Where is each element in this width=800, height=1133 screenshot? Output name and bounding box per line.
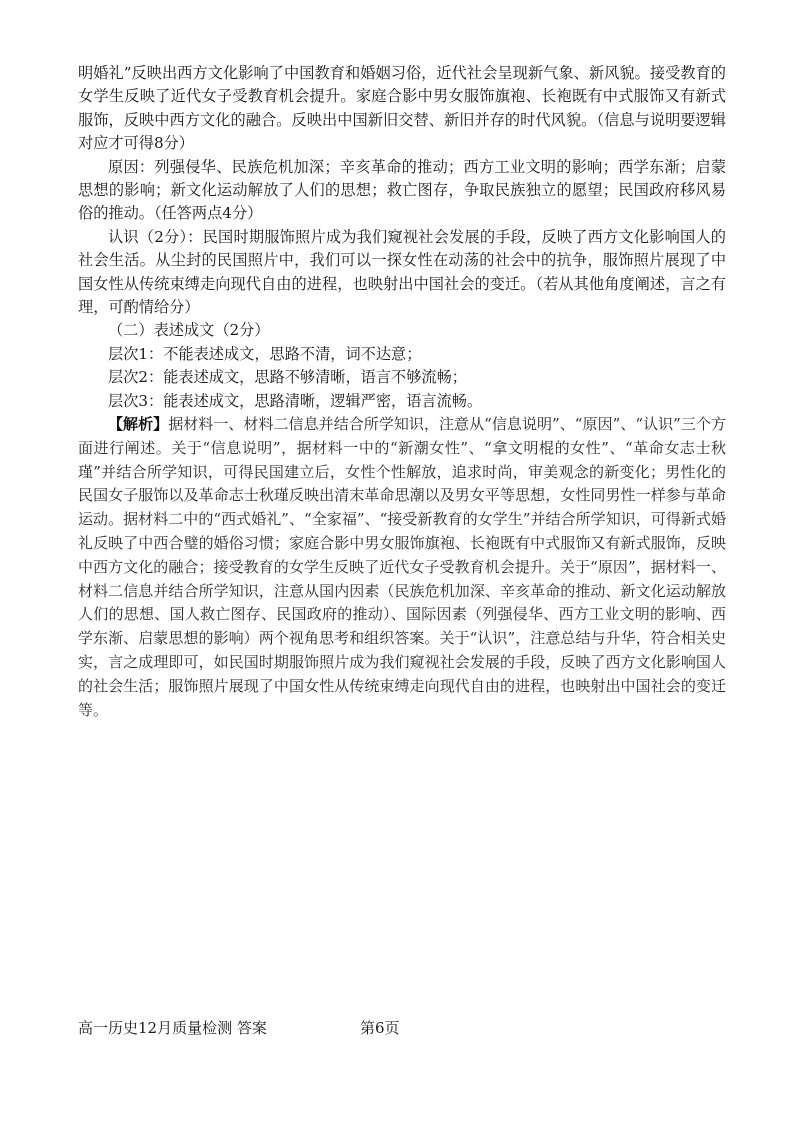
analysis-tag: 【解析】 — [108, 415, 169, 434]
footer-page-number: 第6页 — [360, 1019, 400, 1037]
paragraph-info-explanation: 明婚礼”反映出西方文化影响了中国教育和婚姻习俗，近代社会呈现新气象、新风貌。接受教育的女学生反映了近代女子受教育机会提升。家庭合影中男女服饰旗袍、长袍既有中式服饰又有新式服饰，反映中西方文化的融合。反映出中国新旧交替、新旧并存的时代风貌。（信息与说明要逻辑对应才可得8分） — [78, 64, 726, 153]
answer-page-body — [78, 62, 726, 722]
paragraph-understanding: 认识（2分）：民国时期服饰照片成为我们窥视社会发展的手段，反映了西方文化影响国人的社会生活。从尘封的民国照片中，我们可以一探女性在动荡的社会中的抗争，服饰照片展现了中国女性从传统束缚走向现代自由的进程，也映射出中国社会的变迁。（若从其他角度阐述，言之有理，可酌情给分） — [78, 227, 726, 317]
analysis-paragraph — [78, 413, 726, 722]
section-heading-expression: （二）表述成文（2分） — [108, 321, 270, 340]
analysis-body: 据材料一、材料二信息并结合所学知识，注意从“信息说明”、“原因”、“认识”三个方面进行阐述。关于“信息说明”，据材料一中的“新潮女性”、“拿文明棍的女性”、“革命女志士秋瑾”并结合所学知识，可得民国建立后，女性个性解放，追求时尚，审美观念的新变化；男性化的民国女子服饰以及革命志士秋瑾反映出清末革命思潮以及男女平等思想，女性同男性一样参与革命运动。据材料二中的“西式婚礼”、“全家福”、“接受新教育的女学生”并结合所学知识，可得新式婚礼反映了中西合璧的婚俗习惯；家庭合影中男女服饰旗袍、长袍既有中式服饰又有新式服饰，反映中西方文化的融合；接受教育的女学生反映了近代女子受教育机会提升。关于“原因”，据材料一、材料二信息并结合所学知识，注意从国内因素（民族危机加深、辛亥革命的推动、新文化运动解放人们的思想、国人救亡图存、民国政府的推动）、国际因素（列强侵华、西方工业文明的影响、西学东渐、启蒙思想的影响）两个视角思考和组织答案。关于“认识”，注意总结与升华，符合相关史实，言之成理即可，如民国时期服饰照片成为我们窥视社会发展的手段，反映了西方文化影响国人的社会生活；服饰照片展现了中国女性从传统束缚走向现代自由的进程，也映射出中国社会的变迁等。 — [78, 415, 726, 719]
scoring-level-3: 层次3：能表述成文，思路清晰，逻辑严密，语言流畅。 — [108, 391, 483, 410]
footer-exam-title: 高一历史12月质量检测 答案 — [78, 1019, 267, 1037]
paragraph-reasons: 原因：列强侵华、民族危机加深；辛亥革命的推动；西方工业文明的影响；西学东渐；启蒙思想的影响；新文化运动解放了人们的思想；救亡图存，争取民族独立的愿望；民国政府移风易俗的推动。（任答两点4分） — [78, 157, 726, 223]
scoring-level-2: 层次2：能表述成文，思路不够清晰，语言不够流畅； — [108, 368, 467, 387]
scoring-level-1: 层次1：不能表述成文，思路不清，词不达意； — [108, 344, 422, 363]
